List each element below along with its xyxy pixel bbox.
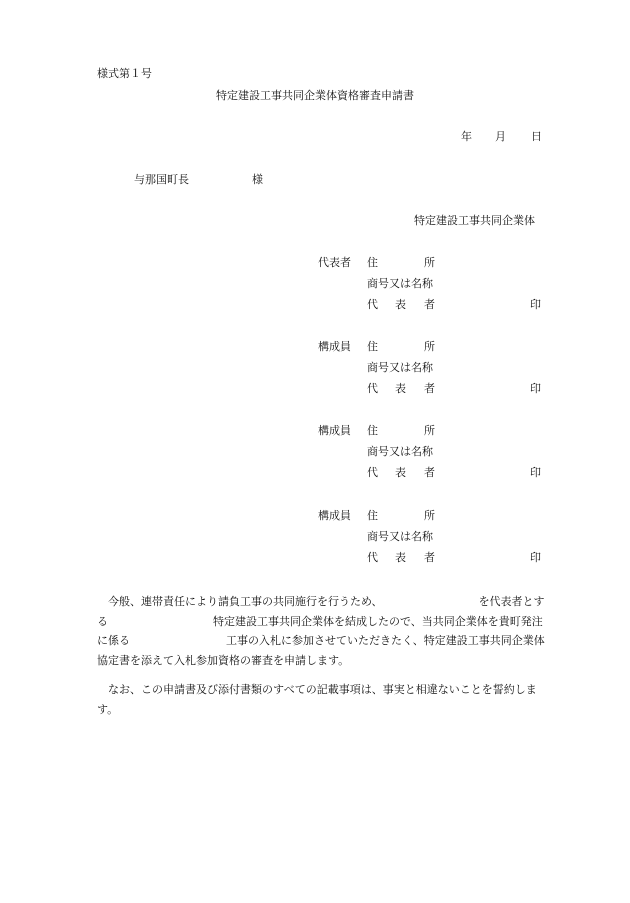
address-label-b: 所	[424, 256, 435, 269]
address-label-a: 住	[367, 256, 378, 269]
representative-label-a: 代	[367, 298, 378, 311]
form-number: 様式第１号	[97, 67, 152, 80]
date-month-label: 月	[495, 130, 506, 143]
pledge-text: なお、この申請書及び添付書類のすべての記載事項は、事実と相違ないことを誓約します。	[97, 683, 537, 716]
representative-label-b: 表	[395, 551, 406, 564]
honorific: 様	[252, 173, 263, 186]
statement-part-2: を代表者とする	[97, 595, 545, 628]
representative-label-b: 表	[395, 382, 406, 395]
address-label-b: 所	[424, 340, 435, 353]
address-label-a: 住	[367, 424, 378, 437]
statement-part-3: 特定建設工事共同企業体を結成したので、当共同企業体を貴町発注に係る	[97, 614, 543, 647]
trade-name-label: 商号又は名称	[367, 530, 433, 543]
seal-mark: 印	[530, 298, 541, 311]
representative-label-b: 表	[395, 298, 406, 311]
trade-name-label: 商号又は名称	[367, 361, 433, 374]
date-day-label: 日	[531, 130, 542, 143]
party-role: 構成員	[318, 340, 351, 353]
representative-label-c: 者	[424, 298, 435, 311]
trade-name-label: 商号又は名称	[367, 277, 433, 290]
statement-part-4: 工事の入札に参加させていただきたく、特定建設工事共同企業体協定書を添えて入札参加資格の審査を申請します。	[97, 634, 545, 667]
statement-part-1: 今般、連帯責任により請負工事の共同施行を行うため、	[108, 595, 383, 608]
application-statement	[97, 592, 547, 670]
pledge-statement	[97, 680, 547, 719]
representative-label-c: 者	[424, 466, 435, 479]
representative-label-a: 代	[367, 551, 378, 564]
representative-label-a: 代	[367, 382, 378, 395]
seal-mark: 印	[530, 382, 541, 395]
seal-mark: 印	[530, 466, 541, 479]
address-label-a: 住	[367, 509, 378, 522]
party-role: 構成員	[318, 424, 351, 437]
seal-mark: 印	[530, 551, 541, 564]
addressee: 与那国町長	[134, 173, 189, 186]
representative-label-a: 代	[367, 466, 378, 479]
party-role: 代表者	[318, 256, 351, 269]
representative-label-c: 者	[424, 382, 435, 395]
trade-name-label: 商号又は名称	[367, 445, 433, 458]
date-year-label: 年	[461, 130, 472, 143]
joint-venture-label: 特定建設工事共同企業体	[414, 214, 535, 227]
representative-label-b: 表	[395, 466, 406, 479]
representative-label-c: 者	[424, 551, 435, 564]
address-label-b: 所	[424, 509, 435, 522]
address-label-b: 所	[424, 424, 435, 437]
address-label-a: 住	[367, 340, 378, 353]
form-title: 特定建設工事共同企業体資格審査申請書	[216, 89, 414, 102]
party-role: 構成員	[318, 509, 351, 522]
